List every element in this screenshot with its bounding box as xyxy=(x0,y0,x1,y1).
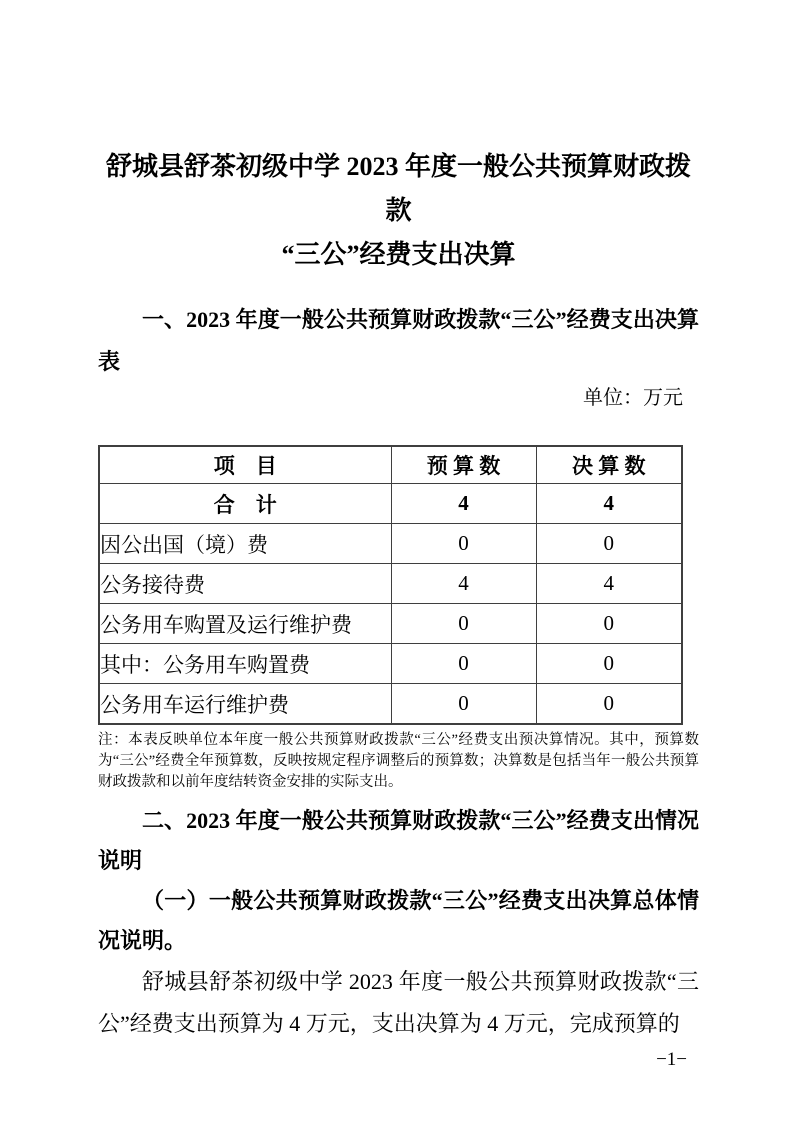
page-number: −1− xyxy=(656,1049,687,1070)
final-value-cell: 0 xyxy=(536,524,682,564)
column-header-budget: 预 算 数 xyxy=(391,446,536,484)
sangong-expenditure-table xyxy=(98,445,683,725)
row-label-cell: 因公出国（境）费 xyxy=(99,524,391,564)
budget-value-cell: 4 xyxy=(391,484,536,524)
budget-value-cell: 0 xyxy=(391,644,536,684)
subsection1-heading: （一）一般公共预算财政拨款“三公”经费支出决算总体情况说明。 xyxy=(98,888,699,953)
table-note: 注：本表反映单位本年度一般公共预算财政拨款“三公”经费支出预决算情况。其中，预算数为“三公”经费全年预算数，反映按规定程序调整后的预算数；决算数是包括当年一般公共预算财政拨款和以前年度结转资金安排的实际支出。 xyxy=(98,732,699,790)
title-line-2: “三公”经费支出决算 xyxy=(281,240,516,269)
section2-heading: 二、2023 年度一般公共预算财政拨款“三公”经费支出情况说明 xyxy=(98,808,699,873)
final-value-cell: 0 xyxy=(536,644,682,684)
budget-value-cell: 0 xyxy=(391,524,536,564)
row-label-cell: 公务接待费 xyxy=(99,564,391,604)
table-row xyxy=(99,564,682,604)
table-unit-label: 单位：万元 xyxy=(583,387,683,409)
final-value-cell: 4 xyxy=(536,484,682,524)
final-value-cell: 4 xyxy=(536,564,682,604)
budget-value-cell: 0 xyxy=(391,684,536,725)
table-row xyxy=(99,524,682,564)
final-value-cell: 0 xyxy=(536,684,682,725)
table-header-row xyxy=(99,446,682,484)
row-label-cell: 公务用车购置及运行维护费 xyxy=(99,604,391,644)
title-line-1: 舒城县舒茶初级中学 2023 年度一般公共预算财政拨款 xyxy=(105,152,691,225)
row-label-cell: 合 计 xyxy=(99,484,391,524)
column-header-final: 决 算 数 xyxy=(536,446,682,484)
document-title xyxy=(98,145,699,277)
column-header-item: 项 目 xyxy=(99,446,391,484)
table-row xyxy=(99,644,682,684)
budget-value-cell: 0 xyxy=(391,604,536,644)
row-label-cell: 公务用车运行维护费 xyxy=(99,684,391,725)
section1-heading: 一、2023 年度一般公共预算财政拨款“三公”经费支出决算表 xyxy=(98,307,699,374)
table-row xyxy=(99,484,682,524)
final-value-cell: 0 xyxy=(536,604,682,644)
row-label-cell: 其中：公务用车购置费 xyxy=(99,644,391,684)
budget-value-cell: 4 xyxy=(391,564,536,604)
body-paragraph: 舒城县舒茶初级中学 2023 年度一般公共预算财政拨款“三公”经费支出预算为 4 万元，支出决算为 4 万元，完成预算的 xyxy=(98,969,699,1036)
table-row xyxy=(99,684,682,725)
table-row xyxy=(99,604,682,644)
